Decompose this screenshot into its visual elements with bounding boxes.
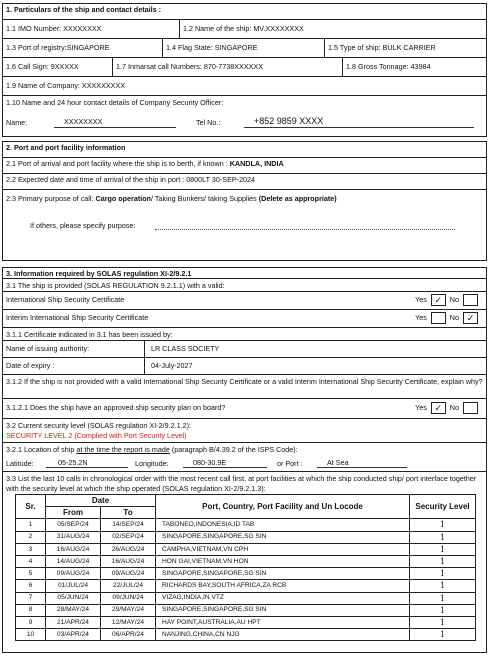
cert-intro: 3.1 The ship is provided (SOLAS REGULATION 9.2.1.1) with a valid: <box>3 279 486 292</box>
cert-issuer-intro: 3.1.1 Certificate indicated in 3.1 has been issued by: <box>3 328 486 341</box>
cell-level: 1 <box>410 543 476 555</box>
cell-port: TABONEO,INDONESIA,ID TAB <box>156 519 410 531</box>
cell-level: 1 <box>410 555 476 567</box>
flag-state: 1.4 Flag State: SINGAPORE <box>163 39 325 57</box>
cell-to: 06/APR/24 <box>101 629 156 641</box>
cell-to: 12/MAY/24 <box>101 616 156 628</box>
col-from: From <box>46 507 101 519</box>
cell-port: SINGAPORE,SINGAPORE,SG SIN <box>156 604 410 616</box>
last-ten-calls-table <box>15 494 476 641</box>
location-label: 3.2.1 Location of ship <box>6 445 75 454</box>
section-ship-particulars <box>2 3 487 137</box>
table-row <box>16 580 476 592</box>
cell-level: 1 <box>410 616 476 628</box>
ssp-no-checkbox[interactable] <box>463 402 478 414</box>
issc-yes-checkbox[interactable]: ✓ <box>431 294 446 306</box>
table-row <box>16 616 476 628</box>
other-purpose-field[interactable] <box>155 221 455 230</box>
cell-sr: 8 <box>16 604 46 616</box>
cell-sr: 5 <box>16 568 46 580</box>
col-to: To <box>101 507 156 519</box>
cell-port: HON GAI,VIETNAM,VN HON <box>156 555 410 567</box>
cell-port: HAY POINT,AUSTRALIA,AU HPT <box>156 616 410 628</box>
cell-sr: 7 <box>16 592 46 604</box>
ssp-yes-checkbox[interactable]: ✓ <box>431 402 446 414</box>
table-row <box>16 531 476 543</box>
cell-level: 1 <box>410 629 476 641</box>
cell-sr: 4 <box>16 555 46 567</box>
no-cert-explanation: 3.1.2 If the ship is not provided with a valid International Ship Security Certificate or a valid Interim International Ship Security Certificate, explain why? <box>3 375 486 399</box>
table-row <box>16 543 476 555</box>
section-solas-info <box>2 267 487 653</box>
cell-from: 28/MAY/24 <box>46 604 101 616</box>
cell-from: 03/APR/24 <box>46 629 101 641</box>
issuer-value[interactable]: LR CLASS SOCIETY <box>151 343 220 353</box>
ssp-question: 3.1.2.1 Does the ship have an approved ship security plan on board? <box>6 403 226 412</box>
cell-level: 1 <box>410 580 476 592</box>
call-sign: 1.6 Call Sign: 9XXXXX <box>3 58 113 76</box>
col-date: Date <box>46 495 156 507</box>
cell-port: SINGAPORE,SINGAPORE,SG SIN <box>156 568 410 580</box>
location-emphasis: at the time the report is made <box>76 445 170 454</box>
other-purpose-label: If others, please specify purpose: <box>30 221 136 230</box>
cell-sr: 3 <box>16 543 46 555</box>
cell-sr: 9 <box>16 616 46 628</box>
cell-to: 22/JUL/24 <box>101 580 156 592</box>
interim-issc-label: Interim International Ship Security Certificate <box>6 313 149 322</box>
latitude-label: Latitude: <box>6 458 34 468</box>
section-2-title: 2. Port and port facility information <box>3 142 486 158</box>
cell-sr: 6 <box>16 580 46 592</box>
section-port-info <box>2 141 487 261</box>
table-row <box>16 555 476 567</box>
inmarsat-number: 1.7 Inmarsat call Numbers: 870-7738XXXXXX <box>113 58 343 76</box>
arrival-port-value: KANDLA, INDIA <box>229 159 284 168</box>
cell-to: 14/SEP/24 <box>101 519 156 531</box>
table-row <box>16 592 476 604</box>
security-level-note: (Complied with Port Security Level) <box>74 430 187 440</box>
issc-yes-label: Yes <box>415 294 427 304</box>
expiry-value[interactable]: 04-July-2027 <box>151 360 193 370</box>
cell-to: 09/AUG/24 <box>101 568 156 580</box>
location-ref: (paragraph B/4.39.2 of the ISPS Code): <box>171 445 298 454</box>
cell-port: SINGAPORE,SINGAPORE,SG SIN <box>156 531 410 543</box>
cell-to: 09/JUN/24 <box>101 592 156 604</box>
cell-level: 1 <box>410 604 476 616</box>
cell-from: 05/SEP/24 <box>46 519 101 531</box>
gross-tonnage: 1.8 Gross Tonnage: 43984 <box>346 61 431 71</box>
cell-to: 29/MAY/24 <box>101 604 156 616</box>
ship-location <box>3 443 486 472</box>
cell-from: 01/JUL/24 <box>46 580 101 592</box>
cso-label: 1.10 Name and 24 hour contact details of Company Security Officer: <box>6 98 224 107</box>
cell-to: 26/AUG/24 <box>101 543 156 555</box>
cell-from: 16/AUG/24 <box>46 543 101 555</box>
table-row <box>16 568 476 580</box>
purpose-cargo: Cargo operation <box>95 194 152 203</box>
cell-port: RICHARDS BAY,SOUTH AFRICA,ZA RCB <box>156 580 410 592</box>
cell-from: 14/AUG/24 <box>46 555 101 567</box>
interim-yes-label: Yes <box>415 312 427 322</box>
security-level-value <box>6 431 483 441</box>
issuer-label: Name of issuing authority: <box>3 341 145 357</box>
cso-name-value[interactable]: XXXXXXXX <box>54 118 176 127</box>
purpose-note: (Delete as appropriate) <box>258 194 337 203</box>
ssp-no-label: No <box>449 402 459 412</box>
longitude-label: Longitude: <box>135 458 169 468</box>
cell-from: 21/APR/24 <box>46 616 101 628</box>
interim-no-checkbox[interactable]: ✓ <box>463 312 478 324</box>
section-1-title: 1. Particulars of the ship and contact details : <box>3 4 486 20</box>
cell-port: VIZAG,INDIA,IN VTZ <box>156 592 410 604</box>
cso-tel-value[interactable]: +852 9859 XXXX <box>244 116 474 127</box>
table-row <box>16 519 476 531</box>
imo-number: 1.1 IMO Number: XXXXXXXX <box>3 20 180 38</box>
expected-arrival: 2.2 Expected date and time of arrival of the ship in port : 0800LT 30-SEP-2024 <box>3 174 486 190</box>
ship-name: 1.2 Name of the ship: MV.XXXXXXXX <box>183 23 304 33</box>
port-of-registry: 1.3 Port of registry:SINGAPORE <box>3 39 163 57</box>
col-level: Security Level <box>410 495 476 519</box>
cell-sr: 10 <box>16 629 46 641</box>
type-of-ship: 1.5 Type of ship: BULK CARRIER <box>328 42 436 52</box>
security-level: SECURITY LEVEL 2 <box>6 430 73 440</box>
last-calls-intro: 3.3 List the last 10 calls in chronological order with the most recent call first, at port facilities at which the ship conducted ship/ port interface together with the security level at which the ship operated (SOLAS regulation XI-2/9.2.1.3): <box>6 474 477 493</box>
company-name: 1.9 Name of Company: XXXXXXXXX <box>6 80 126 90</box>
cell-from: 09/AUG/24 <box>46 568 101 580</box>
cell-sr: 1 <box>16 519 46 531</box>
purpose-other-options: / Taking Bunkers/ taking Supplies <box>151 194 257 203</box>
cso-name-label: Name: <box>6 118 28 128</box>
longitude-value[interactable]: 080-30.9E <box>183 458 267 469</box>
purpose-label: 2.3 Primary purpose of call: <box>6 194 94 203</box>
interim-yes-checkbox[interactable] <box>431 312 446 324</box>
cell-port: NANJING,CHINA,CN NJG <box>156 629 410 641</box>
port-value[interactable]: At Sea <box>317 458 407 469</box>
cso-tel-label: Tel No.: <box>196 118 221 128</box>
cell-sr: 2 <box>16 531 46 543</box>
interim-no-label: No <box>449 312 459 322</box>
table-row <box>16 629 476 641</box>
cso-contact <box>3 96 486 136</box>
security-level-label: 3.2 Current security level (SOLAS regulation XI-2/9.2.1.2): <box>6 421 191 430</box>
col-port: Port, Country, Port Facility and Un Locode <box>156 495 410 519</box>
cell-level: 1 <box>410 519 476 531</box>
col-sr: Sr. <box>16 495 46 519</box>
cell-from: 05/JUN/24 <box>46 592 101 604</box>
cell-level: 1 <box>410 592 476 604</box>
section-3-title: 3. Information required by SOLAS regulation XI-2/9.2.1 <box>3 268 486 279</box>
cell-to: 16/AUG/24 <box>101 555 156 567</box>
cell-from: 31/AUG/24 <box>46 531 101 543</box>
expiry-label: Date of expiry : <box>3 358 145 374</box>
issc-no-label: No <box>449 294 459 304</box>
cell-level: 1 <box>410 531 476 543</box>
ssp-yes-label: Yes <box>415 402 427 412</box>
arrival-port-label: 2.1 Port of arrival and port facility where the ship is to berth, if known : <box>6 159 228 168</box>
purpose-of-call <box>6 195 483 203</box>
cell-to: 02/SEP/24 <box>101 531 156 543</box>
table-row <box>16 604 476 616</box>
issc-label: International Ship Security Certificate <box>6 295 125 304</box>
latitude-value[interactable]: 05-25.2N <box>46 458 128 469</box>
port-label: or Port : <box>277 458 303 468</box>
cell-level: 1 <box>410 568 476 580</box>
cell-port: CAMPHA,VIETNAM,VN CPH <box>156 543 410 555</box>
issc-no-checkbox[interactable] <box>463 294 478 306</box>
